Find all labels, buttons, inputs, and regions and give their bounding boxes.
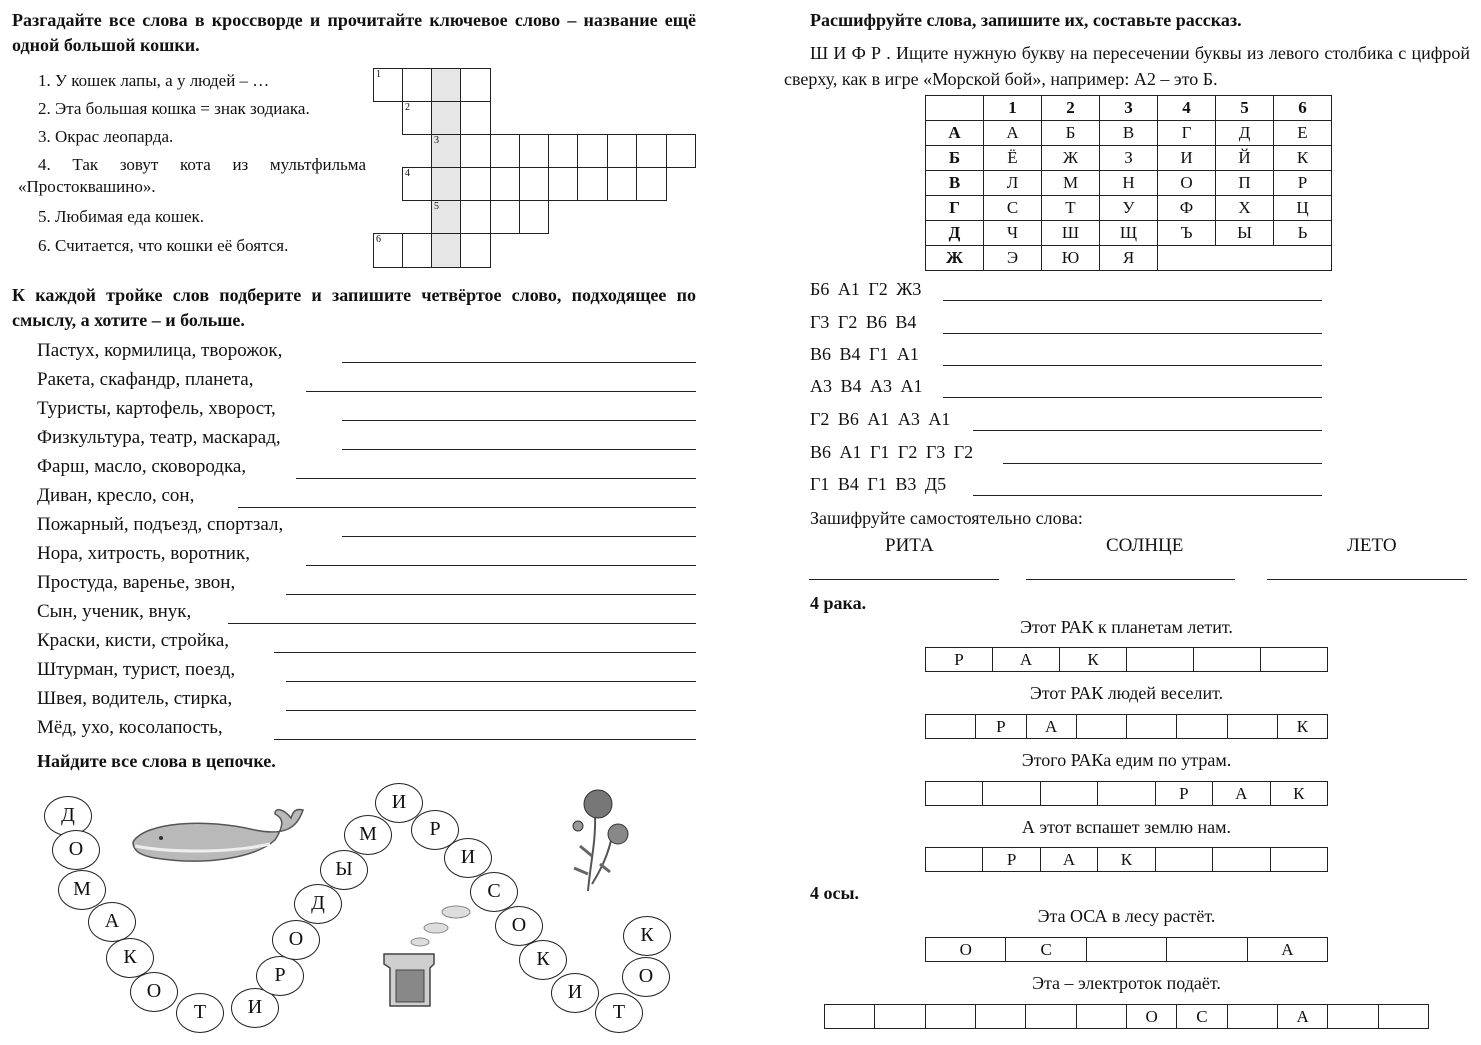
answer-boxes[interactable]	[824, 1004, 1429, 1029]
answer-boxes[interactable]	[925, 647, 1328, 672]
honey-pot-illustration	[378, 902, 473, 1012]
code-item: В6 А1 Г1 Г2 Г3 Г2	[810, 442, 974, 462]
row-header: А	[926, 121, 984, 146]
crossword-cell[interactable]	[402, 167, 432, 201]
cipher-cell: Щ	[1100, 221, 1158, 246]
answer-line[interactable]	[943, 397, 1322, 398]
answer-line[interactable]	[274, 652, 696, 653]
clue-5: 5. Любимая еда кошек.	[38, 207, 205, 226]
box[interactable]: К	[1270, 782, 1327, 805]
box[interactable]: А	[992, 648, 1059, 671]
triple-item: Пастух, кормилица, творожок,	[37, 340, 283, 361]
encode-word: СОЛНЦЕ	[1106, 535, 1184, 556]
box[interactable]: С	[1176, 1005, 1226, 1028]
answer-line[interactable]	[286, 681, 696, 682]
cipher-cell: И	[1158, 146, 1216, 171]
crossword-cell[interactable]	[666, 134, 696, 168]
encode-word: РИТА	[885, 535, 934, 556]
crossword-cell[interactable]	[519, 167, 549, 201]
clue-4: 4. Так зовут кота из мультфильма «Простоквашино».	[18, 155, 366, 196]
crossword-cell[interactable]	[548, 134, 578, 168]
column-header: 3	[1100, 96, 1158, 121]
crossword-cell[interactable]	[490, 134, 520, 168]
crossword-cell[interactable]	[460, 101, 491, 135]
cipher-cell: Ш	[1042, 221, 1100, 246]
chain-letter[interactable]: Ы	[320, 850, 368, 890]
answer-line[interactable]	[1003, 463, 1322, 464]
cipher-cell: А	[984, 121, 1042, 146]
answer-line[interactable]	[274, 739, 696, 740]
answer-boxes[interactable]	[925, 847, 1328, 872]
chain-letter[interactable]: К	[623, 916, 671, 956]
chain-letter[interactable]: М	[58, 870, 106, 910]
row-header: Б	[926, 146, 984, 171]
cipher-cell: З	[1100, 146, 1158, 171]
chain-letter[interactable]: М	[344, 815, 392, 855]
riddle-text: А этот вспашет землю нам.	[1021, 817, 1232, 837]
chain-letter[interactable]: О	[495, 906, 543, 946]
code-item: Б6 А1 Г2 Ж3	[810, 279, 922, 299]
chain-letter[interactable]: К	[106, 938, 154, 978]
crossword-key-cell[interactable]	[431, 68, 461, 102]
column-header: 6	[1274, 96, 1332, 121]
box[interactable]	[1126, 648, 1193, 671]
box[interactable]: К	[1277, 715, 1327, 738]
cipher-table	[925, 95, 1332, 271]
box[interactable]: С	[1005, 938, 1085, 961]
cipher-cell: Ь	[1274, 221, 1332, 246]
encode-word: ЛЕТО	[1347, 535, 1397, 556]
cipher-cell: Э	[984, 246, 1042, 271]
cipher-cell: Н	[1100, 171, 1158, 196]
cipher-cell: Ъ	[1158, 221, 1216, 246]
crossword-cell[interactable]	[490, 167, 520, 201]
crossword-key-cell[interactable]	[431, 134, 461, 168]
triple-item: Швея, водитель, стирка,	[37, 688, 233, 709]
triple-item: Фарш, масло, сковородка,	[37, 456, 247, 477]
cipher-cell: Ю	[1042, 246, 1100, 271]
cell-number: 3	[434, 135, 439, 146]
answer-line[interactable]	[1026, 579, 1235, 580]
triple-item: Туристы, картофель, хворост,	[37, 398, 276, 419]
cipher-cell: Ч	[984, 221, 1042, 246]
answer-boxes[interactable]	[925, 714, 1328, 739]
triple-item: Нора, хитрость, воротник,	[37, 543, 250, 564]
box[interactable]	[975, 1005, 1025, 1028]
box[interactable]	[1097, 782, 1154, 805]
box[interactable]: Р	[954, 650, 964, 669]
chain-letter[interactable]: Т	[176, 993, 224, 1033]
triple-item: Пожарный, подъезд, спортзал,	[37, 514, 284, 535]
chain-title: Найдите все слова в цепочке.	[37, 751, 276, 771]
cipher-cell: С	[984, 196, 1042, 221]
crossword-title: Разгадайте все слова в кроссворде и прочитайте ключевое слово – название ещё одной большой кошки.	[12, 10, 696, 55]
answer-line[interactable]	[286, 710, 696, 711]
box[interactable]	[1227, 715, 1277, 738]
box[interactable]	[1076, 715, 1126, 738]
cipher-cell: Ы	[1216, 221, 1274, 246]
box[interactable]	[1166, 938, 1246, 961]
crossword-cell[interactable]	[402, 233, 432, 268]
box[interactable]	[1176, 715, 1226, 738]
answer-line[interactable]	[943, 365, 1322, 366]
chain-letter[interactable]: О	[52, 830, 100, 870]
crossword-cell[interactable]	[607, 167, 637, 201]
chain-letter[interactable]: Д	[294, 884, 342, 924]
crossword-key-cell[interactable]	[431, 167, 461, 201]
answer-line[interactable]	[973, 430, 1322, 431]
cipher-cell: Л	[984, 171, 1042, 196]
chain-letter[interactable]: О	[130, 972, 178, 1012]
column-header: 5	[1216, 96, 1274, 121]
crossword-key-cell[interactable]	[431, 101, 461, 135]
chain-letter[interactable]: Р	[256, 956, 304, 996]
box[interactable]	[926, 782, 982, 805]
row-header: Г	[926, 196, 984, 221]
box[interactable]	[1040, 782, 1097, 805]
row-header: Ж	[926, 246, 984, 271]
answer-line[interactable]	[943, 333, 1322, 334]
cell-number: 5	[434, 201, 439, 212]
triples-title: К каждой тройке слов подберите и запишите четвёртое слово, подходящее по смыслу, а хотите – и больше.	[12, 285, 696, 330]
crossword-cell[interactable]	[636, 134, 667, 168]
row-header: В	[926, 171, 984, 196]
crossword-key-cell[interactable]	[431, 233, 461, 268]
cell-number: 4	[405, 168, 410, 179]
answer-line[interactable]	[286, 594, 696, 595]
crossword-cell[interactable]	[607, 134, 637, 168]
cipher-cell: Х	[1216, 196, 1274, 221]
box[interactable]: Р	[975, 715, 1025, 738]
box[interactable]	[982, 782, 1039, 805]
box[interactable]: А	[1026, 715, 1076, 738]
box[interactable]: О	[959, 940, 972, 959]
corner-cell	[926, 96, 984, 121]
answer-line[interactable]	[342, 362, 696, 363]
code-item: В6 В4 Г1 А1	[810, 344, 919, 364]
riddle-text: Этот РАК к планетам летит.	[1020, 617, 1233, 637]
crossword-cell[interactable]	[460, 134, 491, 168]
chain-letter[interactable]: И	[551, 973, 599, 1013]
box[interactable]	[1378, 1005, 1428, 1028]
chain-letter[interactable]: И	[375, 783, 423, 823]
cipher-cell: Ф	[1158, 196, 1216, 221]
answer-line[interactable]	[973, 495, 1322, 496]
box[interactable]	[1270, 848, 1327, 871]
triple-item: Физкультура, театр, маскарад,	[37, 427, 281, 448]
chain-letter[interactable]: И	[231, 988, 279, 1028]
box[interactable]: А	[1040, 848, 1097, 871]
crossword-cell[interactable]	[490, 200, 520, 234]
answer-line[interactable]	[1267, 579, 1467, 580]
poppy-illustration	[560, 786, 635, 896]
code-item: А3 В4 А3 А1	[810, 376, 923, 396]
box[interactable]	[1227, 1005, 1277, 1028]
cipher-cell: К	[1274, 146, 1332, 171]
crossword-cell[interactable]	[460, 200, 491, 234]
column-header: 2	[1042, 96, 1100, 121]
crossword-cell[interactable]	[402, 68, 432, 102]
box[interactable]: К	[1059, 648, 1126, 671]
box[interactable]: А	[1247, 938, 1327, 961]
crossword-cell[interactable]	[519, 134, 549, 168]
osy-title: 4 осы.	[810, 883, 860, 903]
riddle-text: Эта ОСА в лесу растёт.	[1037, 906, 1216, 926]
box[interactable]: Р	[1155, 782, 1212, 805]
chain-letter[interactable]: А	[88, 902, 136, 942]
box[interactable]	[1327, 1005, 1377, 1028]
triple-item: Краски, кисти, стройка,	[37, 630, 230, 651]
crossword-cell[interactable]	[460, 233, 491, 268]
clue-2: 2. Эта большая кошка = знак зодиака.	[38, 99, 310, 118]
chain-letter[interactable]: О	[272, 920, 320, 960]
column-header: 1	[984, 96, 1042, 121]
triple-item: Простуда, варенье, звон,	[37, 572, 236, 593]
cipher-cell: Й	[1216, 146, 1274, 171]
box[interactable]	[1260, 648, 1327, 671]
answer-line[interactable]	[238, 507, 696, 508]
chain-letter[interactable]: Т	[595, 993, 643, 1033]
riddle-text: Этот РАК людей веселит.	[1029, 683, 1224, 703]
chain-letter[interactable]: Р	[411, 810, 459, 850]
riddle-text: Эта – электроток подаёт.	[1032, 973, 1221, 993]
chain-letter[interactable]: И	[444, 838, 492, 878]
box[interactable]: К	[1097, 848, 1154, 871]
cipher-cell: Г	[1158, 121, 1216, 146]
answer-line[interactable]	[306, 391, 696, 392]
cipher-cell: П	[1216, 171, 1274, 196]
answer-line[interactable]	[306, 565, 696, 566]
box[interactable]	[1086, 938, 1166, 961]
crossword-cell[interactable]	[373, 68, 403, 102]
crossword-cell[interactable]	[402, 101, 432, 135]
crossword-key-cell[interactable]	[431, 200, 461, 234]
chain-letter[interactable]: К	[519, 940, 567, 980]
cell-number: 6	[376, 234, 381, 245]
clue-1: 1. У кошек лапы, а у людей – …	[38, 71, 270, 90]
chain-letter[interactable]: Д	[44, 796, 92, 836]
answer-boxes[interactable]	[925, 937, 1328, 962]
triple-item: Штурман, турист, поезд,	[37, 659, 236, 680]
cipher-cell: Р	[1274, 171, 1332, 196]
cell-number: 1	[376, 69, 381, 80]
cipher-cell: У	[1100, 196, 1158, 221]
crossword-cell[interactable]	[519, 200, 549, 234]
cipher-cell: В	[1100, 121, 1158, 146]
box[interactable]	[1155, 848, 1212, 871]
code-item: Г2 В6 А1 А3 А1	[810, 409, 951, 429]
cipher-cell: Т	[1042, 196, 1100, 221]
clue-3: 3. Окрас леопарда.	[38, 127, 174, 146]
triple-item: Диван, кресло, сон,	[37, 485, 195, 506]
box[interactable]	[1126, 715, 1176, 738]
box[interactable]: О	[1126, 1005, 1176, 1028]
box[interactable]	[1076, 1005, 1126, 1028]
box[interactable]	[1193, 648, 1260, 671]
box[interactable]	[1212, 848, 1269, 871]
raka-title: 4 рака.	[810, 593, 867, 613]
triple-item: Сын, ученик, внук,	[37, 601, 192, 622]
crossword-cell[interactable]	[460, 68, 491, 102]
cipher-title: Расшифруйте слова, запишите их, составьте рассказ.	[810, 10, 1242, 30]
answer-line[interactable]	[342, 536, 696, 537]
triple-item: Мёд, ухо, косолапость,	[37, 717, 223, 738]
box[interactable]	[1025, 1005, 1075, 1028]
crossword-cell[interactable]	[577, 134, 608, 168]
chain-letter[interactable]: С	[470, 872, 518, 912]
crossword-cell[interactable]	[636, 167, 667, 201]
cipher-cell: Ё	[984, 146, 1042, 171]
answer-line[interactable]	[342, 449, 696, 450]
answer-line[interactable]	[342, 420, 696, 421]
answer-line[interactable]	[228, 623, 696, 624]
column-header: 4	[1158, 96, 1216, 121]
whale-illustration	[125, 800, 315, 870]
cipher-cell: М	[1042, 171, 1100, 196]
code-item: Г1 В4 Г1 В3 Д5	[810, 474, 947, 494]
cipher-intro: Ш И Ф Р . Ищите нужную букву на пересечении буквы из левого столбика с цифрой сверху, как в игре «Морской бой», например: А2 – это Б.	[784, 43, 1470, 89]
cipher-cell: Д	[1216, 121, 1274, 146]
riddle-text: Этого РАКа едим по утрам.	[1021, 750, 1232, 770]
cipher-cell: Я	[1100, 246, 1158, 271]
cipher-cell: Ж	[1042, 146, 1100, 171]
cipher-cell: Е	[1274, 121, 1332, 146]
clue-6: 6. Считается, что кошки её боятся.	[38, 236, 289, 255]
crossword-cell[interactable]	[460, 167, 491, 201]
box[interactable]	[926, 848, 982, 871]
cipher-cell: Ц	[1274, 196, 1332, 221]
row-header: Д	[926, 221, 984, 246]
code-item: Г3 Г2 В6 В4	[810, 312, 917, 332]
answer-line[interactable]	[296, 478, 696, 479]
box[interactable]: Р	[982, 848, 1039, 871]
cipher-cell: О	[1158, 171, 1216, 196]
box[interactable]	[925, 1005, 975, 1028]
box[interactable]	[926, 715, 975, 738]
cipher-cell: Б	[1042, 121, 1100, 146]
crossword-cell[interactable]	[373, 233, 403, 268]
empty-cell	[1158, 246, 1332, 271]
box[interactable]: А	[1277, 1005, 1327, 1028]
answer-line[interactable]	[943, 300, 1322, 301]
answer-line[interactable]	[809, 579, 999, 580]
box[interactable]	[874, 1005, 924, 1028]
triple-item: Ракета, скафандр, планета,	[37, 369, 254, 390]
cell-number: 2	[405, 102, 410, 113]
box[interactable]	[825, 1005, 874, 1028]
box[interactable]: А	[1212, 782, 1269, 805]
crossword-cell[interactable]	[548, 167, 578, 201]
crossword-cell[interactable]	[577, 167, 608, 201]
answer-boxes[interactable]	[925, 781, 1328, 806]
encode-title: Зашифруйте самостоятельно слова:	[810, 508, 1083, 528]
chain-letter[interactable]: О	[622, 957, 670, 997]
